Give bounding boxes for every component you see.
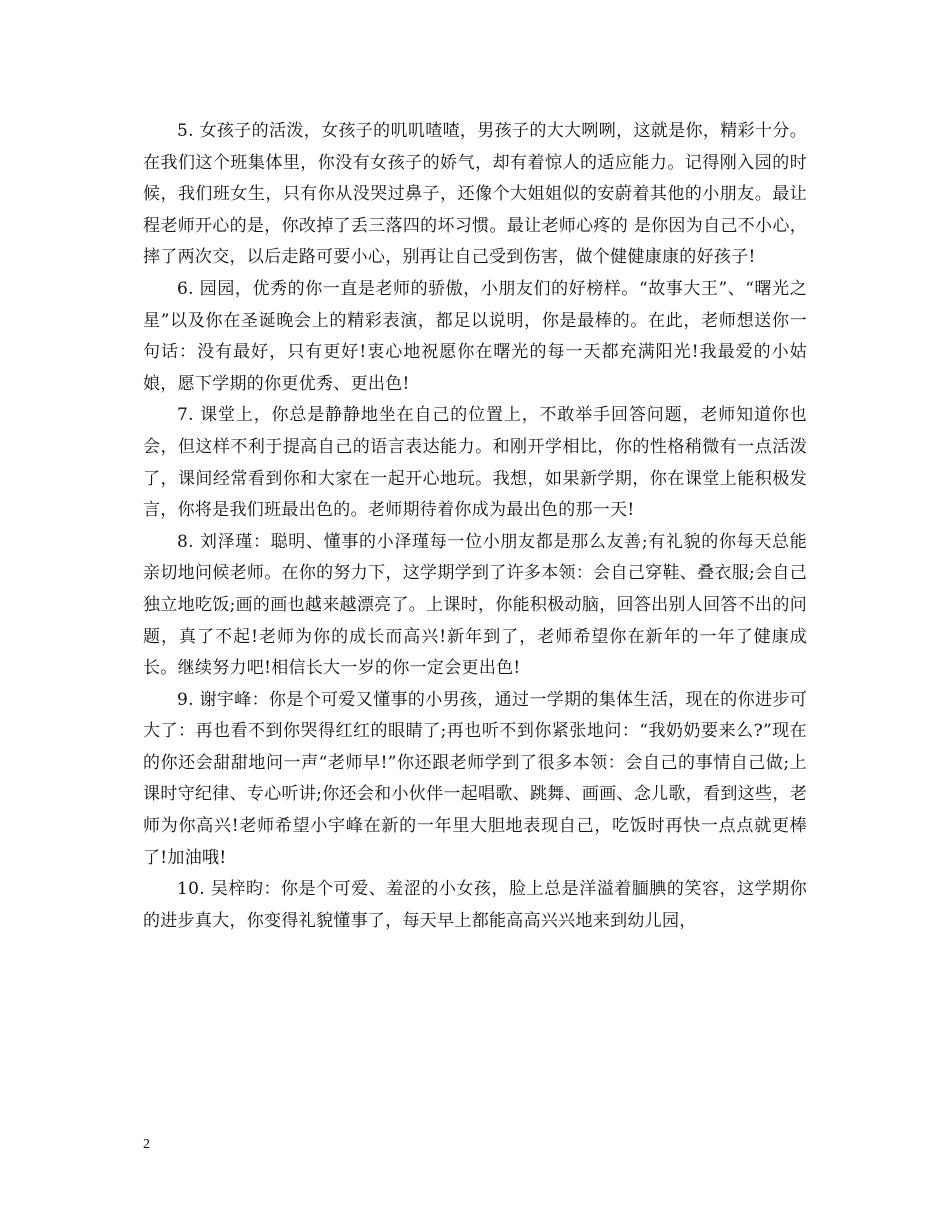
paragraph-6: 6. 园园，优秀的你一直是老师的骄傲，小朋友们的好榜样。“故事大王”、“曙光之星”以及你在圣诞晚会上的精彩表演，都足以说明，你是最棒的。在此，老师想送你一句话：没有最好，只有更好!衷心地祝愿你在曙光的每一天都充满阳光!我最爱的小姑娘，愿下学期的你更优秀、更出色!	[143, 278, 807, 394]
paragraph-7: 7. 课堂上，你总是静静地坐在自己的位置上，不敢举手回答问题，老师知道你也会，但这样不利于提高自己的语言表达能力。和刚开学相比，你的性格稍微有一点活泼了，课间经常看到你和大家在一起开心地玩。我想，如果新学期，你在课堂上能积极发言，你将是我们班最出色的。老师期待着你成为最出色的那一天!	[143, 405, 807, 521]
paragraph-8: 8. 刘泽瑾：聪明、懂事的小泽瑾每一位小朋友都是那么友善;有礼貌的你每天总能亲切地问候老师。在你的努力下，这学期学到了许多本领：会自己穿鞋、叠衣服;会自己独立地吃饭;画的画也越来越漂亮了。上课时，你能积极动脑，回答出别人回答不出的问题，真了不起!老师为你的成长而高兴!新年到了，老师希望你在新年的一年了健康成长。继续努力吧!相信长大一岁的你一定会更出色!	[143, 531, 807, 679]
document-body	[143, 116, 807, 937]
paragraph-5: 5. 女孩子的活泼，女孩子的叽叽喳喳，男孩子的大大咧咧，这就是你，精彩十分。在我们这个班集体里，你没有女孩子的娇气，却有着惊人的适应能力。记得刚入园的时候，我们班女生，只有你从没哭过鼻子，还像个大姐姐似的安蔚着其他的小朋友。最让程老师开心的是，你改掉了丢三落四的坏习惯。最让老师心疼的 是你因为自己不小心，摔了两次交，以后走路可要小心，别再让自己受到伤害，做个健健康康的好孩子!	[143, 121, 807, 268]
page-number: 2	[143, 1137, 150, 1152]
paragraph-10: 10. 吴梓昀：你是个可爱、羞涩的小女孩，脸上总是洋溢着腼腆的笑容，这学期你的进步真大，你变得礼貌懂事了，每天早上都能高高兴兴地来到幼儿园，	[143, 879, 807, 931]
paragraph-9: 9. 谢宇峰：你是个可爱又懂事的小男孩，通过一学期的集体生活，现在的你进步可大了：再也看不到你哭得红红的眼睛了;再也听不到你紧张地问：“我奶奶要来么?”现在的你还会甜甜地问一声“老师早!”你还跟老师学到了很多本领：会自己的事情自己做;上课时守纪律、专心听讲;你还会和小伙伴一起唱歌、跳舞、画画、念儿歌，看到这些，老师为你高兴!老师希望小宇峰在新的一年里大胆地表现自己，吃饭时再快一点点就更棒了!加油哦!	[143, 689, 807, 868]
